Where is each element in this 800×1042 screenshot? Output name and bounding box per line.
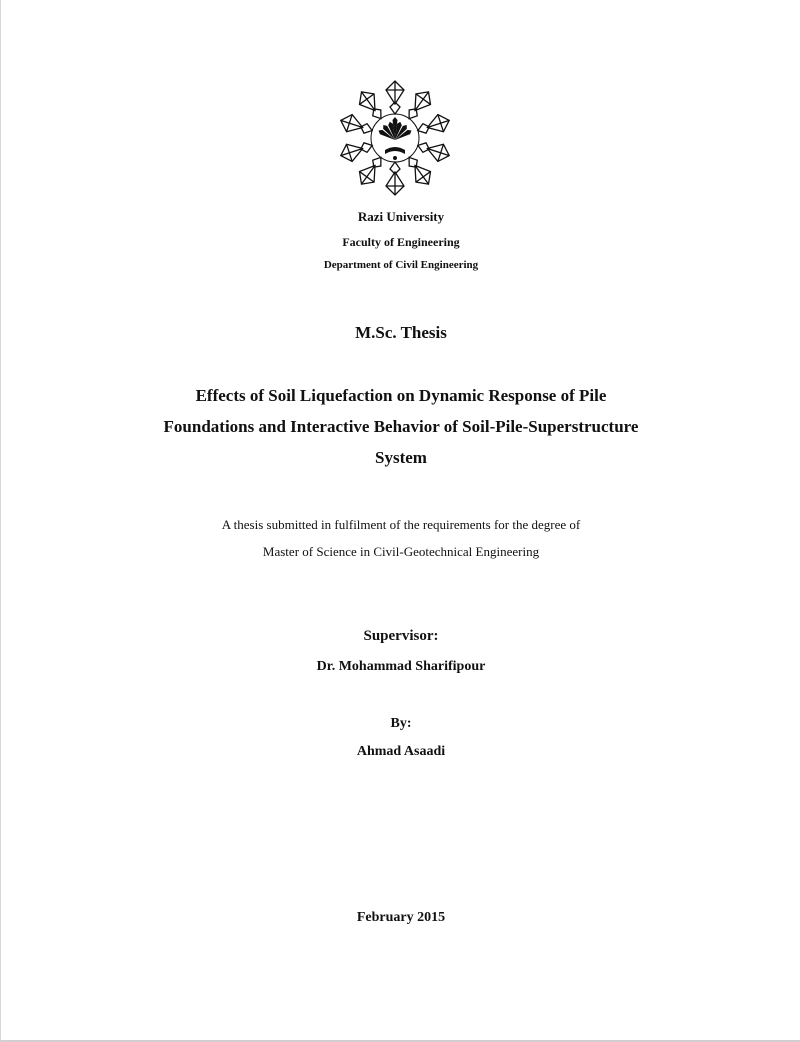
supervisor-label: Supervisor: bbox=[363, 628, 439, 644]
thesis-title-line-2: Foundations and Interactive Behavior of Soil-Pile-Superstructure bbox=[163, 417, 639, 436]
degree-title: M.Sc. Thesis bbox=[355, 323, 447, 342]
author-label: By: bbox=[390, 716, 412, 731]
supervisor-name: Dr. Mohammad Sharifipour bbox=[316, 659, 486, 674]
submission-statement-line-2: Master of Science in Civil-Geotechnical Engineering bbox=[262, 544, 540, 559]
thesis-title bbox=[101, 380, 701, 473]
submission-statement bbox=[101, 511, 701, 565]
thesis-title-line-1: Effects of Soil Liquefaction on Dynamic Response of Pile bbox=[195, 386, 607, 405]
university-name: Razi University bbox=[357, 209, 445, 224]
submission-date: February 2015 bbox=[356, 910, 446, 925]
author-name: Ahmad Asaadi bbox=[356, 744, 446, 759]
submission-statement-line-1: A thesis submitted in fulfilment of the requirements for the degree of bbox=[221, 517, 581, 532]
department-name: Department of Civil Engineering bbox=[323, 259, 479, 271]
university-seal-icon bbox=[337, 80, 453, 196]
faculty-name: Faculty of Engineering bbox=[342, 235, 460, 249]
thesis-title-line-3: System bbox=[375, 448, 427, 467]
